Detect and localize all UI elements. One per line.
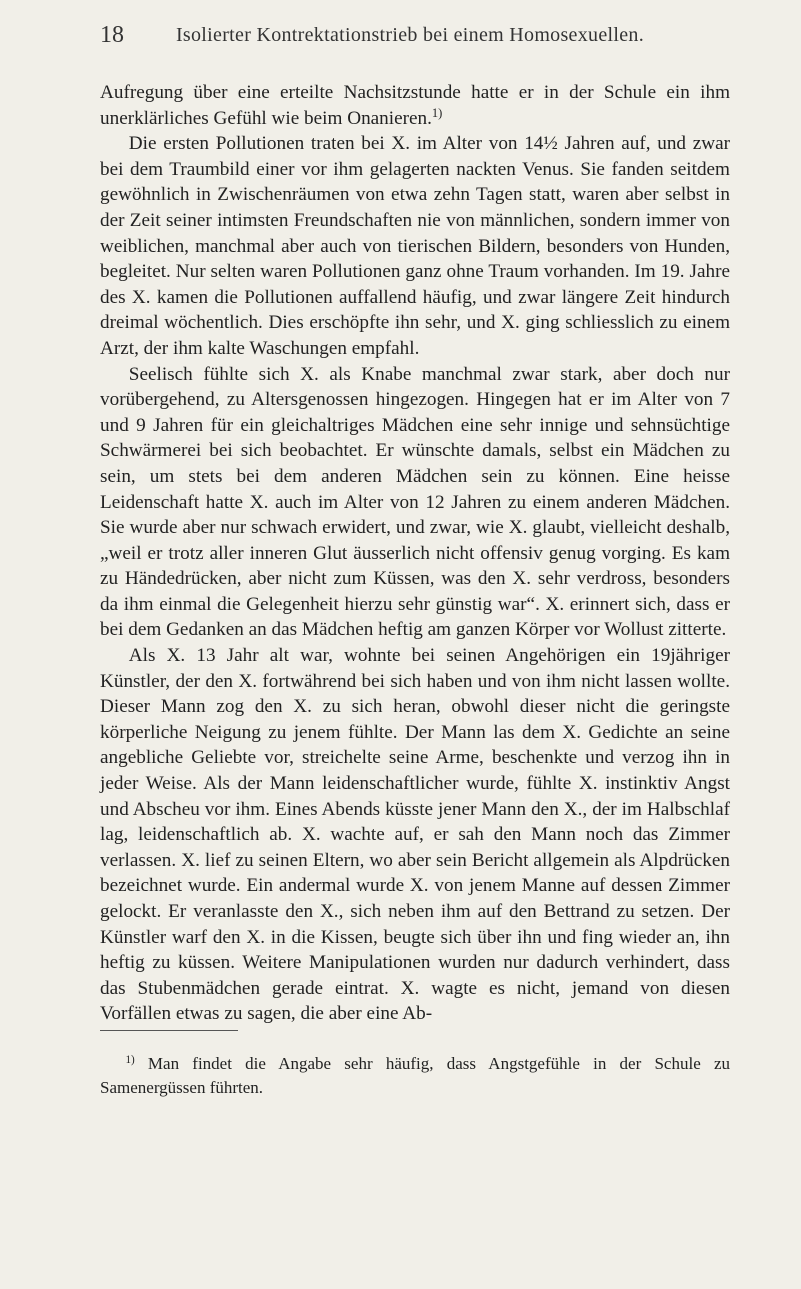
footnote-text: Man findet die Angabe sehr häufig, dass Angstgefühle in der Schule zu Samenergüssen führten. (100, 1054, 731, 1097)
paragraph: Die ersten Pollutionen traten bei X. im Alter von 14½ Jahren auf, und zwar bei dem Traumbild einer vor ihm gelagerten nackten Venus. Sie fanden seitdem gewöhnlich in Zwischenräumen von etwa zehn Tagen statt, waren aber selbst in der Zeit seiner intimsten Freundschaften nie von männlichen, sondern immer von weiblichen, manchmal aber auch von tierischen Bildern, besonders von Hunden, begleitet. Nur selten waren Pollutionen ganz ohne Traum vorhanden. Im 19. Jahre des X. kamen die Pollutionen auffallend häufig, und zwar längere Zeit hindurch dreimal wöchentlich. Dies erschöpfte ihn sehr, und X. ging schliesslich zu einem Arzt, der ihm kalte Waschungen empfahl. (100, 133, 730, 359)
body-text (100, 80, 730, 1027)
footnote-reference: 1) (431, 105, 443, 120)
footnote-divider (100, 1030, 238, 1031)
page-number: 18 (100, 22, 124, 48)
paragraph: Als X. 13 Jahr alt war, wohnte bei seinen Angehörigen ein 19jähriger Künstler, der den X. fortwährend bei sich haben und von ihm nicht lassen wollte. Dieser Mann zog den X. zu sich heran, obwohl dieser nicht die geringste körperliche Neigung zu jenem fühlte. Der Mann las dem X. Gedichte an seine angebliche Geliebte vor, streichelte seine Arme, beschenkte und verzog ihn in jeder Weise. Als der Mann leidenschaftlicher wurde, fühlte X. instinktiv Angst und Abscheu vor ihm. Eines Abends küsste jener Mann den X., der im Halbschlaf lag, leidenschaftlich ab. X. wachte auf, er sah den Mann noch das Zimmer verlassen. X. lief zu seinen Eltern, wo aber sein Bericht allgemein als Alpdrücken bezeichnet wurde. Ein andermal wurde X. von jenem Manne auf dessen Zimmer gelockt. Er veranlasste den X., sich neben ihm auf den Bettrand zu setzen. Der Künstler warf den X. in die Kissen, beugte sich über ihn und fing wieder an, ihn heftig zu küssen. Weitere Manipulationen wurden nur dadurch verhindert, dass das Stubenmädchen gerade eintrat. X. wagte es nicht, jemand von diesen Vorfällen etwas zu sagen, die aber eine Ab- (100, 645, 730, 1025)
footnote-marker: 1) (125, 1053, 135, 1066)
paragraph-text: Aufregung über eine erteilte Nachsitzstunde hatte er in der Schule ein ihm unerklärliches Gefühl wie beim Onanieren. (100, 82, 730, 129)
footnote (100, 1052, 730, 1100)
running-title: Isolierter Kontrektationstrieb bei einem Homosexuellen. (175, 24, 645, 46)
paragraph: Seelisch fühlte sich X. als Knabe manchmal zwar stark, aber doch nur vorübergehend, zu Altersgenossen hingezogen. Hingegen hat er im Alter von 7 und 9 Jahren für ein gleichaltriges Mädchen eine sehr innige und sehnsüchtige Schwärmerei bei sich beobachtet. Er wünschte damals, selbst ein Mädchen zu sein, um stets bei dem anderen Mädchen sein zu können. Eine heisse Leidenschaft hatte X. auch im Alter von 12 Jahren zu einem anderen Mädchen. Sie wurde aber nur schwach erwidert, und zwar, wie X. glaubt, vielleicht deshalb, „weil er trotz aller inneren Glut äusserlich nicht offensiv genug vorging. Es kam zu Händedrücken, aber nicht zum Küssen, was den X. sehr verdross, besonders da ihm einmal die Gelegenheit hierzu sehr günstig war“. X. erinnert sich, dass er bei dem Gedanken an das Mädchen heftig am ganzen Körper vor Wollust zitterte. (100, 363, 730, 641)
paragraph-continued (100, 80, 730, 131)
running-head (100, 22, 720, 52)
